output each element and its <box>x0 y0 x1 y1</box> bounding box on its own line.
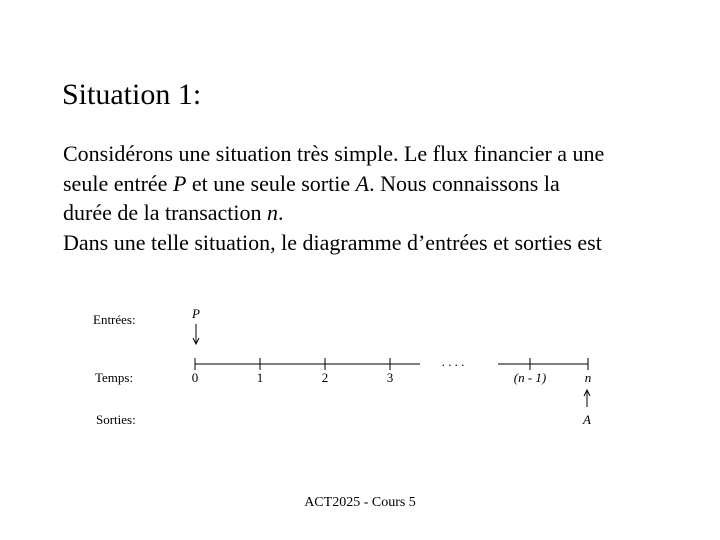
row-label-sorties: Sorties: <box>96 412 136 427</box>
tick-label-n: n <box>584 370 592 385</box>
inflow-arrow <box>193 324 199 344</box>
time-axis-right <box>498 358 588 370</box>
paragraph-line-4: Dans une telle situation, le diagramme d’entrées et sorties est <box>63 229 602 255</box>
var-n: n <box>267 200 279 225</box>
line2-pre: seule entrée <box>63 170 173 196</box>
row-label-entrees: Entrées: <box>93 312 136 327</box>
outflow-label: A <box>583 412 591 427</box>
tick-label-n-minus-1: (n - 1) <box>513 370 547 385</box>
slide-title: Situation 1: <box>62 78 202 111</box>
var-p: P <box>172 170 187 196</box>
line2-post: . Nous connaissons la <box>369 170 560 196</box>
tick-label-1: 1 <box>256 370 264 385</box>
time-axis-left <box>195 358 420 370</box>
line3-post: . <box>278 200 284 225</box>
tick-label-2: 2 <box>321 370 329 385</box>
line2-mid: et une seule sortie <box>186 170 356 196</box>
inflow-label: P <box>192 306 200 321</box>
outflow-arrow <box>584 390 590 407</box>
tick-label-0: 0 <box>191 370 199 385</box>
axis-ellipsis: . . . . <box>441 354 465 369</box>
slide-footer: ACT2025 - Cours 5 <box>304 495 416 510</box>
paragraph-line-1: Considérons une situation très simple. Le flux financier a une <box>63 141 605 166</box>
line3-pre: durée de la transaction <box>63 200 268 225</box>
tick-label-3: 3 <box>386 370 394 385</box>
var-a: A <box>355 170 370 196</box>
row-label-temps: Temps: <box>95 370 134 385</box>
